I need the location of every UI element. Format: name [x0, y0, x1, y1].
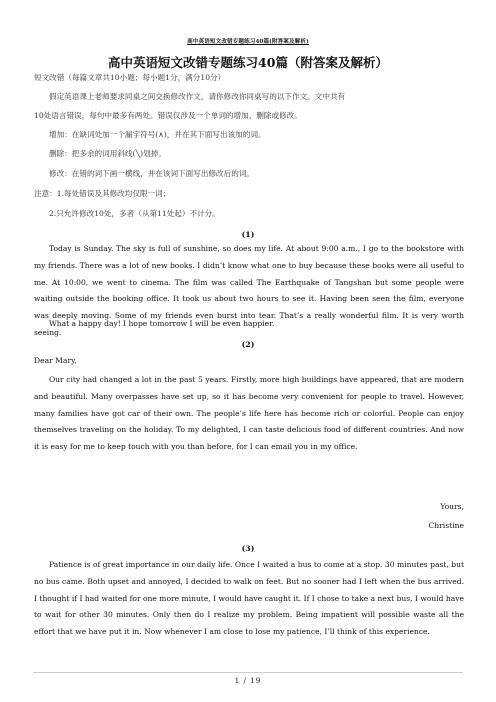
modify-rule: 修改：在错的词下画一横线，并在该词下面写出修改后的词。 [49, 169, 255, 178]
document-title: 高中英语短文改错专题练习40篇（附答案及解析） [108, 55, 388, 70]
letter-signature: Christine [428, 521, 464, 530]
note-1: 注意：1.每处错误及其修改均仅限一词； [34, 189, 171, 198]
section-1-paragraph-2: What a happy day! I hope tomorrow I will be even happier. [49, 319, 275, 328]
running-header: 高中英语短文改错专题练习40篇(附答案及解析) [187, 39, 309, 45]
intro-task: 假定英语课上老师要求同桌之间交换修改作文，请你修改你同桌写的以下作文。文中共有 [49, 92, 346, 101]
letter-greeting: Dear Mary, [34, 356, 77, 365]
intro-task-continued: 10处语言错误，每句中最多有两处。错误仅涉及一个单词的增加、删除或修改。 [34, 111, 302, 120]
section-1-paragraph-1: Today is Sunday. The sky is full of sunshine, so does my life. At about 9:00 a.m., I go to the bookstore with my friends. There was a lot of new books. I didn’t know what one to buy because these books were all useful to me. At 10:00, we went to cinema. The film was called The Earthquake of Tangshan but some people were waiting outside the booking office. It took us about two hours to see it. Having been seen the film, everyone was deeply moving. Some of my friends even burst into tear. That’s a really wonderful film. It is very worth seeing. [34, 244, 464, 337]
add-rule: 增加：在缺词处加一个漏字符号(∧)，并在其下面写出该加的词。 [49, 130, 266, 139]
footer-divider [33, 672, 463, 673]
section-2-paragraph-1: Our city had changed a lot in the past 5 years. Firstly, more high buildings have appeared, that are modern and beautiful. Many overpasses have set up, so it has become very convenient for people to travel. However, many families have got car of their own. The people’s life here has become rich or colorful. People can enjoy themselves traveling on the holiday. To my delighted, I can taste delicious food of different countries. And now it is easy for me to keep touch with you than before, for I can email you in my office. [34, 375, 464, 452]
intro-instructions: 短文改错（每篇文章共10小题；每小题1分，满分10分） [34, 73, 226, 82]
section-2-label: (2) [241, 340, 255, 349]
delete-rule: 删除：把多余的词用斜线(╲)划掉。 [49, 149, 166, 158]
section-1-label: (1) [241, 230, 255, 239]
section-3-paragraph-1: Patience is of great importance in our daily life. Once I waited a bus to come at a stop. 30 minutes past, but no bus came. Both upset and annoyed, I decided to walk on feet. But no sooner had I left when the bus arrived. I thought if I had waited for one more minute, I would have caught it. If I chose to take a next bus, I would have to wait for other 30 minutes. Only then do I realize my problem. Being impatient will possible waste all the effort that we have put it in. Now whenever I am close to lose my patience, I’ll think of this experience. [34, 560, 464, 637]
letter-closing: Yours, [440, 502, 464, 511]
page-number: 1 / 19 [234, 676, 262, 685]
note-2: 2.只允许修改10处，多者（从第11处起）不计分。 [49, 209, 220, 218]
section-3-label: (3) [241, 544, 255, 553]
